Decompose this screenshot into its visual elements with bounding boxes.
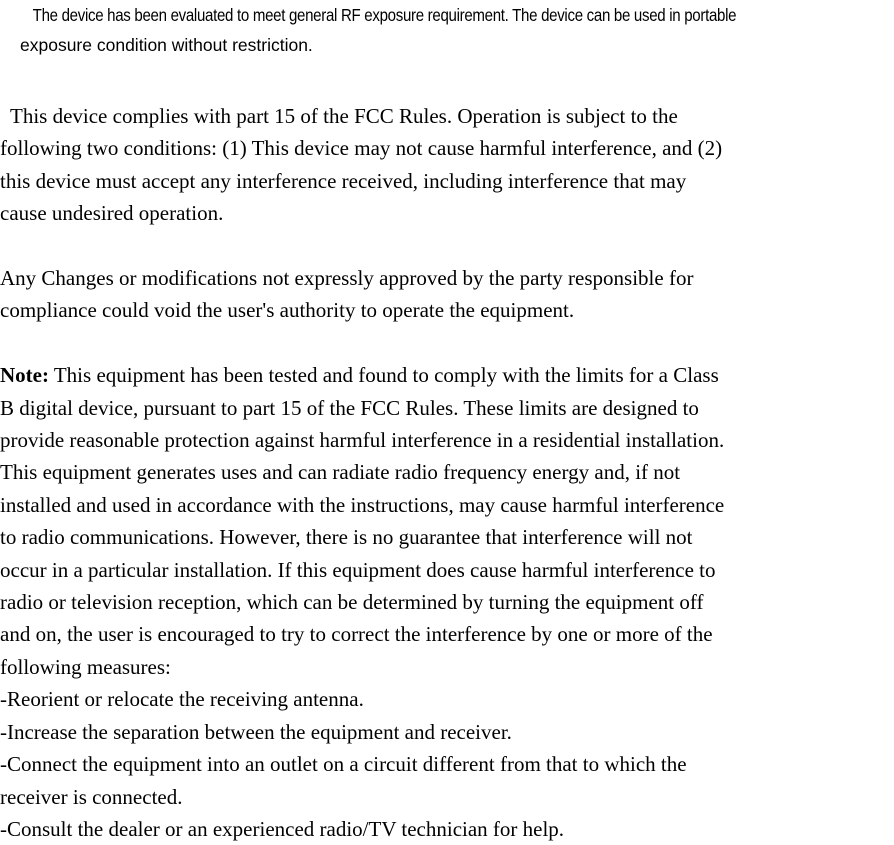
note-line: following measures: [0,654,171,679]
note-first-line [0,359,890,391]
note-line: radio or television reception, which can be determined by turning the equipment off [0,590,704,615]
changes-warning-paragraph [0,262,890,327]
measure-item-continuation: receiver is connected. [0,784,183,809]
fcc-statement-body [0,100,890,845]
measure-item: -Connect the equipment into an outlet on a circuit different from that to which the [0,752,687,777]
measure-item: -Consult the dealer or an experienced radio/TV technician for help. [0,816,565,841]
fcc-compliance-line: cause undesired operation. [0,201,224,226]
note-line: to radio communications. However, there is no guarantee that interference will not [0,525,693,550]
measure-item: -Reorient or relocate the receiving antenna. [0,687,364,712]
note-line: occur in a particular installation. If this equipment does cause harmful interference to [0,557,716,582]
changes-warning-line: compliance could void the user's authority to operate the equipment. [0,298,575,323]
measure-item: -Increase the separation between the equipment and receiver. [0,719,512,744]
rf-exposure-line-1: The device has been evaluated to meet general RF exposure requirement. The device can be used in portable [32,5,737,25]
measures-list [0,683,890,845]
note-line: This equipment generates uses and can radiate radio frequency energy and, if not [0,460,681,485]
note-first-line-text: This equipment has been tested and found to comply with the limits for a Class [48,363,719,388]
fcc-compliance-line: following two conditions: (1) This device may not cause harmful interference, and (2) [0,136,723,161]
fcc-compliance-paragraph [0,100,890,230]
note-label: Note: [0,363,49,388]
note-paragraph [0,359,890,683]
changes-warning-line: Any Changes or modifications not expressly approved by the party responsible for [0,266,694,291]
note-line: provide reasonable protection against harmful interference in a residential installation. [0,428,725,453]
note-line: B digital device, pursuant to part 15 of the FCC Rules. These limits are designed to [0,395,699,420]
fcc-compliance-line: this device must accept any interference received, including interference that may [0,168,687,193]
note-line: and on, the user is encouraged to try to correct the interference by one or more of the [0,622,713,647]
rf-exposure-statement [0,0,894,60]
note-line: installed and used in accordance with the instructions, may cause harmful interference [0,492,725,517]
fcc-compliance-line: This device complies with part 15 of the FCC Rules. Operation is subject to the [10,104,678,128]
rf-exposure-line-2: exposure condition without restriction. [20,35,313,55]
